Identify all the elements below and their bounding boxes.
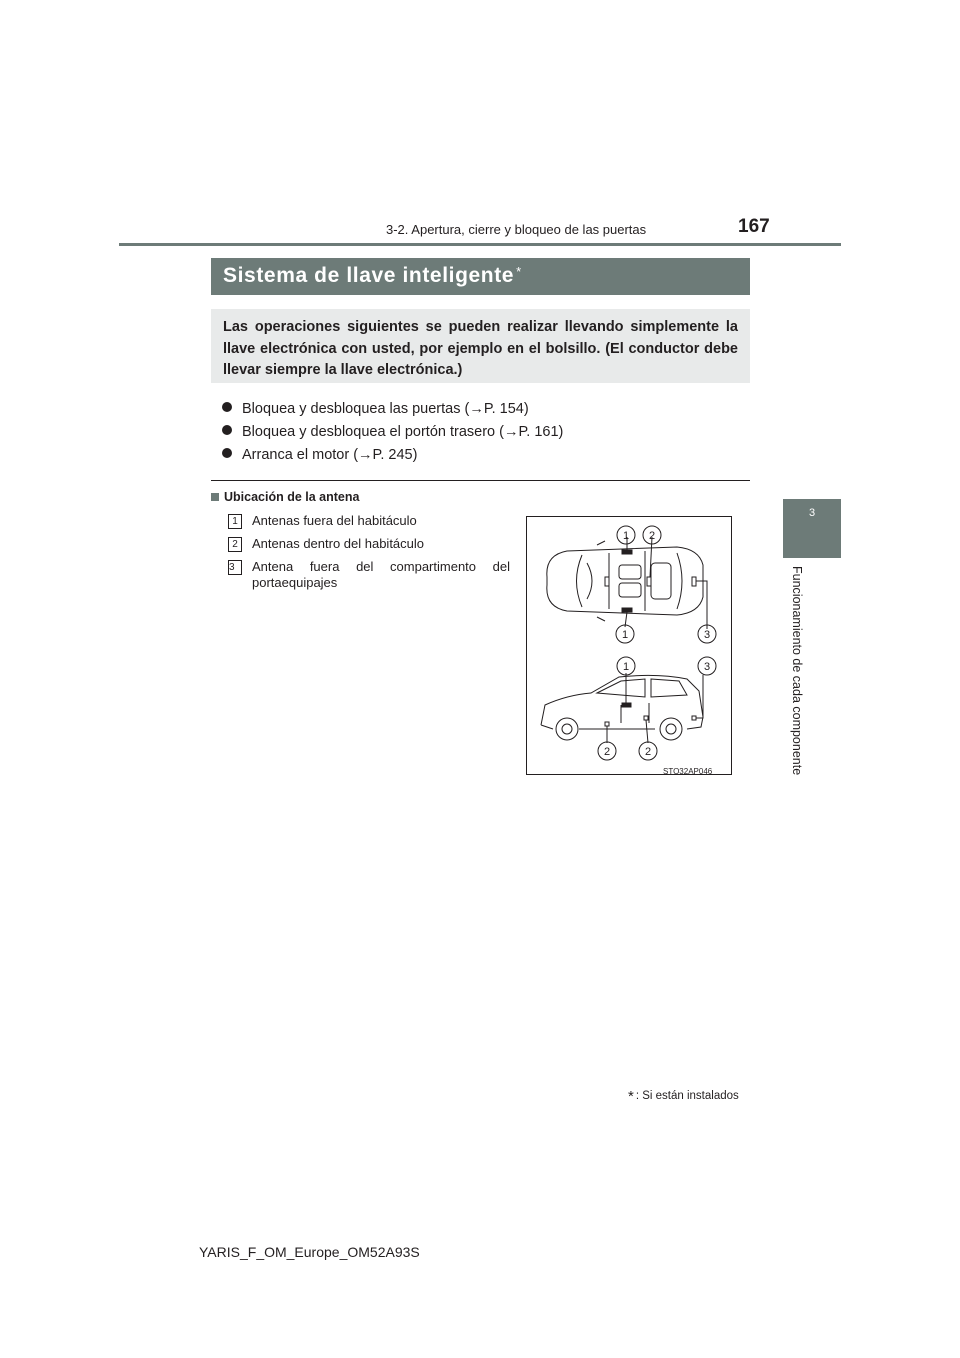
bullet-icon bbox=[222, 402, 232, 412]
intro-box: Las operaciones siguientes se pueden realizar llevando simplemente la llave electrónica con usted, por ejemplo en el bolsillo. (El conductor debe llevar siempre la llave electrónica.) bbox=[211, 309, 750, 383]
footnote-text: : Si están instalados bbox=[635, 1090, 739, 1102]
callout-label: 1 bbox=[622, 661, 630, 673]
callout-label: 3 bbox=[703, 629, 711, 641]
bullet-icon bbox=[222, 425, 232, 435]
callout-label: 3 bbox=[703, 661, 711, 673]
chapter-number: 3 bbox=[808, 507, 816, 519]
footnote bbox=[628, 1088, 739, 1105]
legend-text: Antenas dentro del habitáculo bbox=[252, 536, 425, 551]
legend-text: Antenas fuera del habitáculo bbox=[252, 513, 417, 528]
legend-number: 3 bbox=[228, 560, 242, 575]
antenna-heading-text: Ubicación de la antena bbox=[224, 490, 360, 504]
list-item bbox=[222, 444, 563, 467]
figure-code: STO32AP046 bbox=[663, 767, 713, 776]
page-title-text: Sistema de llave inteligente bbox=[223, 264, 515, 287]
list-item-text: Bloquea y desbloquea las puertas (→P. 154) bbox=[242, 401, 529, 417]
feature-list bbox=[222, 398, 563, 467]
header-rule bbox=[119, 243, 841, 246]
list-item-text: Bloquea y desbloquea el portón trasero (→P. 161) bbox=[242, 424, 564, 440]
square-bullet-icon bbox=[211, 493, 219, 501]
antenna-diagram bbox=[526, 516, 732, 775]
legend-item bbox=[228, 559, 510, 591]
car-illustration bbox=[527, 517, 731, 774]
legend-number: 2 bbox=[228, 537, 242, 552]
callout-label: 2 bbox=[648, 530, 656, 542]
legend-number: 1 bbox=[228, 514, 242, 529]
callout-label: 1 bbox=[621, 629, 629, 641]
callout-label: 2 bbox=[603, 746, 611, 758]
callout-label: 1 bbox=[622, 530, 630, 542]
chapter-title: Funcionamiento de cada componente bbox=[790, 566, 804, 776]
section-divider bbox=[211, 480, 750, 481]
page-title bbox=[211, 258, 750, 295]
car-top-view bbox=[547, 547, 703, 615]
list-item bbox=[222, 421, 563, 444]
callout-label: 2 bbox=[644, 746, 652, 758]
legend-text: Antena fuera del compartimento del portaequipajes bbox=[252, 559, 510, 590]
title-marker: * bbox=[516, 264, 522, 279]
antenna-heading bbox=[211, 490, 359, 504]
legend-item bbox=[228, 536, 510, 552]
document-code: YARIS_F_OM_Europe_OM52A93S bbox=[199, 1244, 420, 1260]
list-item-text: Arranca el motor (→P. 245) bbox=[242, 447, 418, 463]
page-number: 167 bbox=[738, 216, 770, 237]
bullet-icon bbox=[222, 448, 232, 458]
asterisk-icon: * bbox=[628, 1088, 634, 1105]
list-item bbox=[222, 398, 563, 421]
antenna-legend bbox=[228, 513, 510, 598]
header-section-title: 3-2. Apertura, cierre y bloqueo de las puertas bbox=[386, 222, 647, 237]
legend-item bbox=[228, 513, 510, 529]
